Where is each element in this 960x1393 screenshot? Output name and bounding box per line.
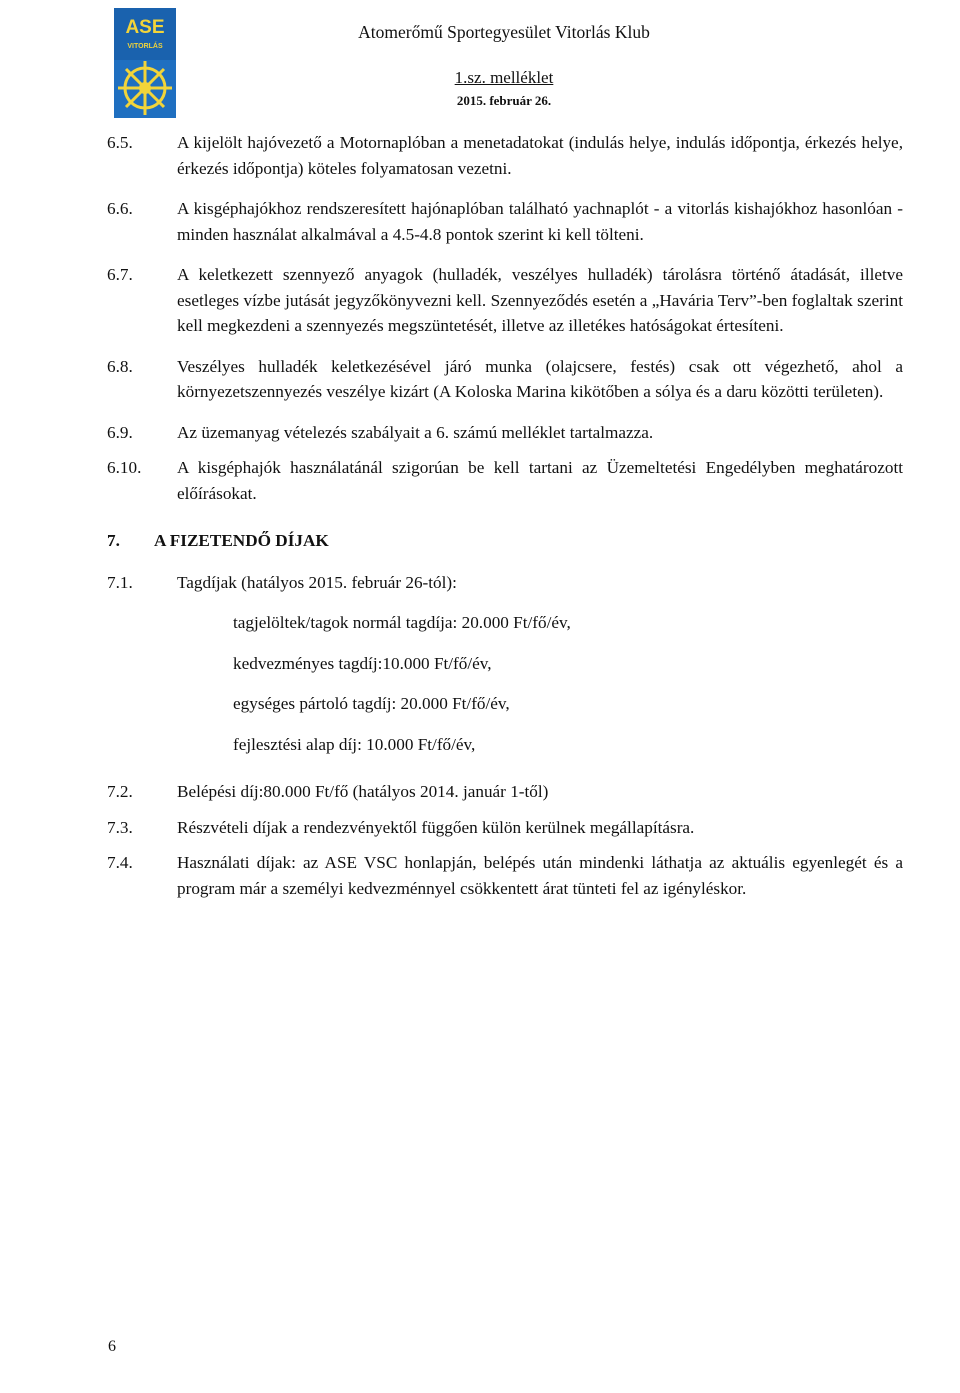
item-number: 6.8.: [107, 356, 133, 376]
item-number: 6.7.: [107, 265, 133, 284]
item-text: Tagdíjak (hatályos 2015. február 26-tól):: [177, 572, 457, 592]
item-text: Használati díjak: az ASE VSC honlapján, belépés után mindenki láthatja az aktuális egyenlegét és a program már a személyi kedvezménnyel csökkentett árat tünteti fel az igényléskor.: [177, 853, 903, 898]
item-6-8: [107, 354, 903, 405]
page-number: 6: [108, 1338, 116, 1355]
header-organization: Atomerőmű Sportegyesület Vitorlás Klub: [358, 22, 650, 42]
item-number: 6.9.: [107, 422, 133, 442]
item-6-6: [107, 196, 903, 247]
item-text: A kisgéphajók használatánál szigorúan be kell tartani az Üzemeltetési Engedélyben meghatározott előírásokat.: [177, 458, 903, 503]
item-text: Veszélyes hulladék keletkezésével járó munka (olajcsere, festés) csak ott végezhető, ahol a környezetszennyezés veszélye kizárt (A Koloska Marina kikötőben a sólya és a daru közötti területen).: [177, 356, 903, 401]
item-number: 7.2.: [107, 782, 133, 801]
item-number: 7.3.: [107, 817, 133, 837]
section-number: 7.: [107, 531, 120, 550]
item-text: Belépési díj:80.000 Ft/fő (hatályos 2014. január 1-től): [177, 782, 549, 801]
fee-line: fejlesztési alap díj: 10.000 Ft/fő/év,: [233, 734, 476, 754]
item-7-3: [107, 815, 903, 841]
section-heading: [107, 528, 903, 554]
header-annex: 1.sz. melléklet: [454, 68, 554, 87]
item-number: 6.6.: [107, 199, 133, 218]
item-7-1: [107, 570, 903, 596]
document-body: [107, 130, 903, 916]
svg-text:VITORLÁS: VITORLÁS: [127, 43, 163, 50]
fee-line: egységes pártoló tagdíj: 20.000 Ft/fő/év,: [233, 694, 510, 713]
item-number: 7.1.: [107, 572, 133, 592]
item-6-9: [107, 420, 903, 446]
item-text: A keletkezett szennyező anyagok (hulladék, veszélyes hulladék) tárolásra történő átadását, illetve esetleges vízbe jutását jegyzőkönyvezni kell. Szennyeződés esetén a „Havária Terv”-ben foglaltak szerint kell megkezdeni a szennyezés megszüntetését, illetve az illetékes hatóságokat értesíteni.: [177, 265, 903, 335]
item-text: Részvételi díjak a rendezvényektől függően külön kerülnek megállapításra.: [177, 817, 695, 837]
item-number: 6.5.: [107, 133, 133, 152]
section-title: A FIZETENDŐ DÍJAK: [154, 531, 329, 550]
header-date: 2015. február 26.: [456, 93, 552, 108]
item-text: A kijelölt hajóvezető a Motornaplóban a menetadatokat (indulás helye, indulás időpontja, érkezés helye, érkezés időpontja) köteles folyamatosan vezetni.: [177, 133, 903, 178]
item-text: Az üzemanyag vételezés szabályait a 6. számú melléklet tartalmazza.: [177, 422, 654, 442]
fee-line: tagjelöltek/tagok normál tagdíja: 20.000 Ft/fő/év,: [233, 613, 571, 632]
fee-line: kedvezményes tagdíj:10.000 Ft/fő/év,: [233, 653, 492, 673]
svg-text:ASE: ASE: [125, 17, 165, 38]
item-number: 7.4.: [107, 853, 133, 872]
item-6-7: [107, 262, 903, 339]
item-7-4: [107, 850, 903, 901]
item-number: 6.10.: [107, 458, 142, 477]
item-text: A kisgéphajókhoz rendszeresített hajónaplóban található yachnaplót - a vitorlás kishajókhoz hasonlóan - minden használat alkalmával a 4.5-4.8 pontok szerint ki kell tölteni.: [177, 199, 903, 244]
item-7-2: [107, 779, 903, 805]
item-6-5: [107, 130, 903, 181]
fee-list: [233, 610, 903, 757]
item-6-10: [107, 455, 903, 506]
